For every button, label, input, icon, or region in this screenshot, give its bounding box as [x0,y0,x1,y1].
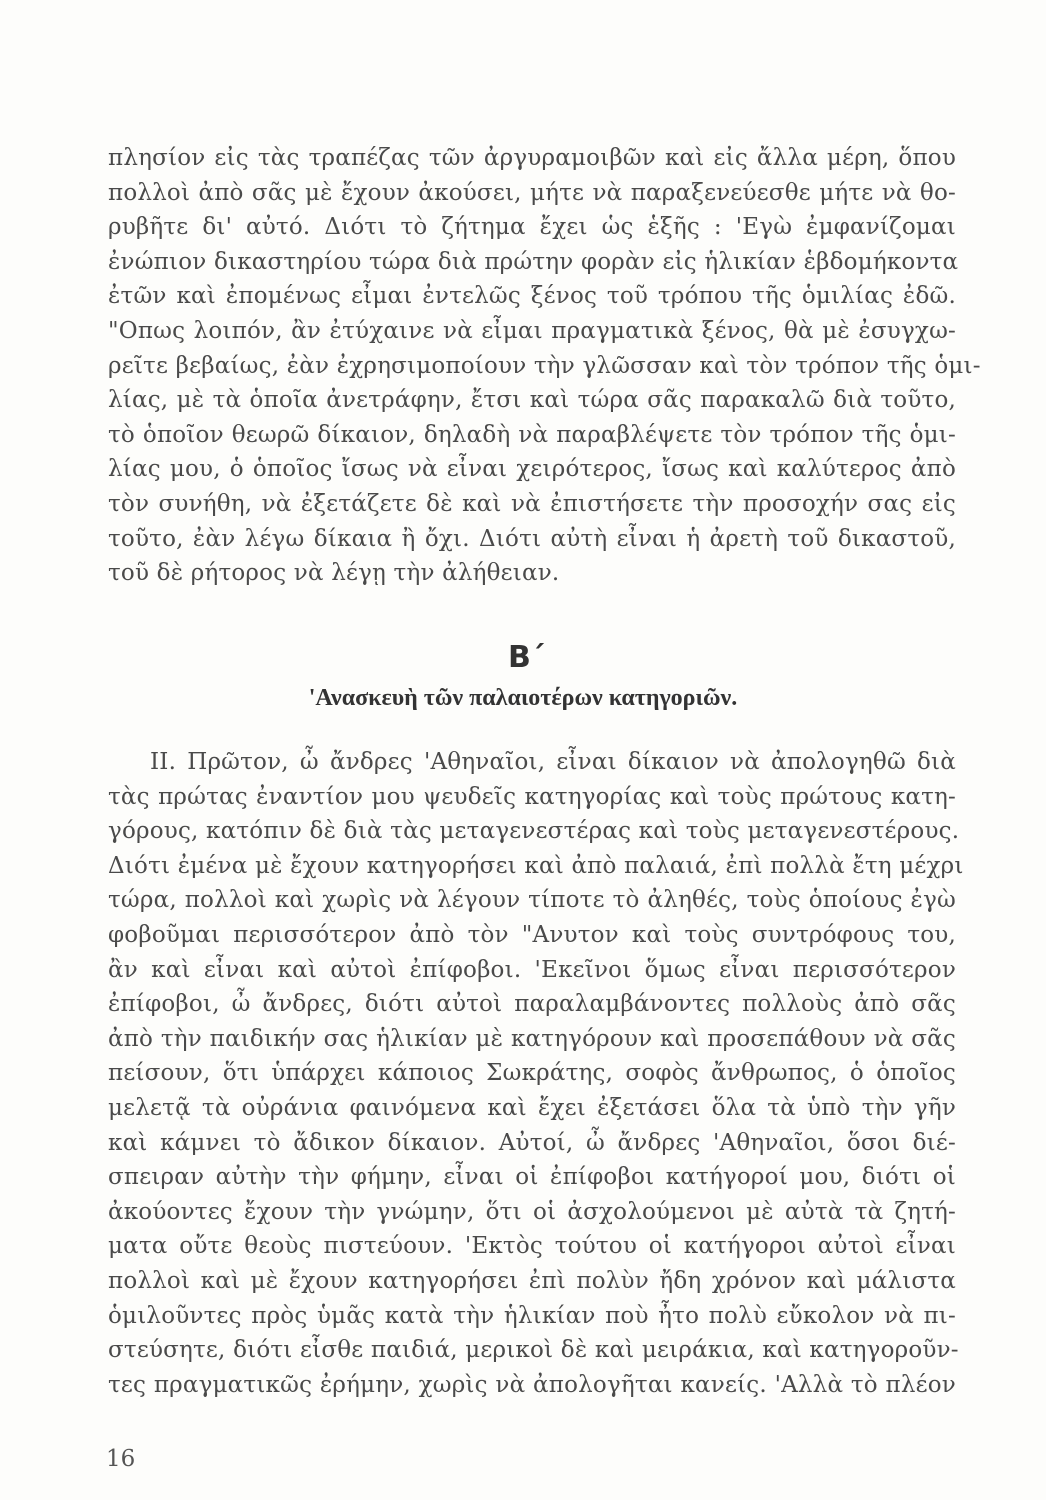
paragraph-intro [108,141,981,591]
text-line: στεύσητε, διότι εἶσθε παιδιά, μερικοὶ δὲ καὶ μειράκια, καὶ κατηγοροῦν- [108,1337,959,1364]
text-line: μελετᾷ τὰ οὐράνια φαινόμενα καὶ ἔχει ἐξετάσει ὅλα τὰ ὑπὸ τὴν γῆν [108,1094,956,1121]
section-heading [0,640,1046,714]
text-line: τώρα, πολλοὶ καὶ χωρὶς νὰ λέγουν τίποτε τὸ ἀληθές, τοὺς ὁποίους ἐγὼ [108,887,956,914]
text-line: τοῦ δὲ ρήτορος νὰ λέγῃ τὴν ἀλήθειαν. [108,560,560,587]
section-title: 'Ανασκευὴ τῶν παλαιοτέρων κατηγοριῶν. [308,685,738,711]
text-line: ἂν καὶ εἶναι καὶ αὐτοὶ ἐπίφοβοι. 'Εκεῖνοι ὅμως εἶναι περισσότερον [108,956,956,983]
text-line: λίας, μὲ τὰ ὁποῖα ἀνετράφην, ἔτσι καὶ τώρα σᾶς παρακαλῶ διὰ τοῦτο, [108,387,956,414]
text-line: πείσουν, ὅτι ὑπάρχει κάποιος Σωκράτης, σοφὸς ἄνθρωπος, ὁ ὁποῖος [108,1060,956,1087]
text-line: γόρους, κατόπιν δὲ διὰ τὰς μεταγενεστέρας καὶ τοὺς μεταγενεστέρους. [108,818,960,845]
text-line: πολλοὶ καὶ μὲ ἔχουν κατηγορήσει ἐπὶ πολὺν ἤδη χρόνον καὶ μάλιστα [108,1267,956,1294]
text-line: Διότι ἐμένα μὲ ἔχουν κατηγορήσει καὶ ἀπὸ παλαιά, ἐπὶ πολλὰ ἔτη μέχρι [108,852,964,879]
text-line: τοῦτο, ἐὰν λέγω δίκαια ἢ ὄχι. Διότι αὐτὴ εἶναι ἡ ἀρετὴ τοῦ δικαστοῦ, [108,525,956,552]
page-number: 16 [106,1446,136,1472]
text-line: τὸ ὁποῖον θεωρῶ δίκαιον, δηλαδὴ νὰ παραβλέψετε τὸν τρόπον τῆς ὁμι- [108,421,956,448]
text-line: ματα οὔτε θεοὺς πιστεύουν. 'Εκτὸς τούτου οἱ κατήγοροι αὐτοὶ εἶναι [108,1233,956,1260]
text-line: ἐνώπιον δικαστηρίου τώρα διὰ πρώτην φορὰν εἰς ἡλικίαν ἑβδομήκοντα [108,248,959,275]
text-line: τὰς πρώτας ἐναντίον μου ψευδεῖς κατηγορίας καὶ τοὺς πρώτους κατη- [108,783,956,810]
section-letter: Β΄ [507,640,545,675]
text-line: ὁμιλοῦντες πρὸς ὑμᾶς κατὰ τὴν ἡλικίαν ποὺ ἦτο πολὺ εὔκολον νὰ πι- [108,1302,956,1329]
text-line: ΙΙ. Πρῶτον, ὦ ἄνδρες 'Αθηναῖοι, εἶναι δίκαιον νὰ ἀπολογηθῶ διὰ [150,749,956,775]
text-line: πλησίον εἰς τὰς τραπέζας τῶν ἀργυραμοιβῶν καὶ εἰς ἄλλα μέρη, ὅπου [108,145,956,171]
text-line: ἐπίφοβοι, ὦ ἄνδρες, διότι αὐτοὶ παραλαμβάνοντες πολλοὺς ἀπὸ σᾶς [108,991,956,1018]
text-line: τες πραγματικῶς ἐρήμην, χωρὶς νὰ ἀπολογῆται κανείς. 'Αλλὰ τὸ πλέον [108,1371,956,1398]
text-line: τὸν συνήθη, νὰ ἐξετάζετε δὲ καὶ νὰ ἐπιστήσετε τὴν προσοχήν σας εἰς [108,490,956,517]
text-line: "Οπως λοιπόν, ἂν ἐτύχαινε νὰ εἶμαι πραγματικὰ ξένος, θὰ μὲ ἐσυγχω- [108,317,956,344]
text-line: ἀπὸ τὴν παιδικήν σας ἡλικίαν μὲ κατηγόρουν καὶ προσεπάθουν νὰ σᾶς [108,1025,956,1052]
text-line: ἀκούοντες ἔχουν τὴν γνώμην, ὅτι οἱ ἀσχολούμενοι μὲ αὐτὰ τὰ ζητή- [108,1198,956,1225]
text-line: ρυβῆτε δι' αὐτό. Διότι τὸ ζήτημα ἔχει ὡς ἑξῆς : 'Εγὼ ἐμφανίζομαι [108,214,956,241]
text-line: ρεῖτε βεβαίως, ἐὰν ἐχρησιμοποίουν τὴν γλῶσσαν καὶ τὸν τρόπον τῆς ὁμι- [108,352,981,379]
text-line: καὶ κάμνει τὸ ἄδικον δίκαιον. Αὐτοί, ὦ ἄνδρες 'Αθηναῖοι, ὅσοι διέ- [108,1129,956,1156]
text-line: ἐτῶν καὶ ἐπομένως εἶμαι ἐντελῶς ξένος τοῦ τρόπου τῆς ὁμιλίας ἐδῶ. [108,283,956,310]
text-line: σπειραν αὐτὴν τὴν φήμην, εἶναι οἱ ἐπίφοβοι κατήγοροί μου, διότι οἱ [108,1164,956,1191]
paragraph-section-two [108,745,964,1402]
text-line: πολλοὶ ἀπὸ σᾶς μὲ ἔχουν ἀκούσει, μήτε νὰ παραξενεύεσθε μήτε νὰ θο- [108,179,956,206]
text-line: λίας μου, ὁ ὁποῖος ἴσως νὰ εἶναι χειρότερος, ἴσως καὶ καλύτερος ἀπὸ [108,456,956,483]
text-line: φοβοῦμαι περισσότερον ἀπὸ τὸν "Ανυτον καὶ τοὺς συντρόφους του, [108,921,956,948]
